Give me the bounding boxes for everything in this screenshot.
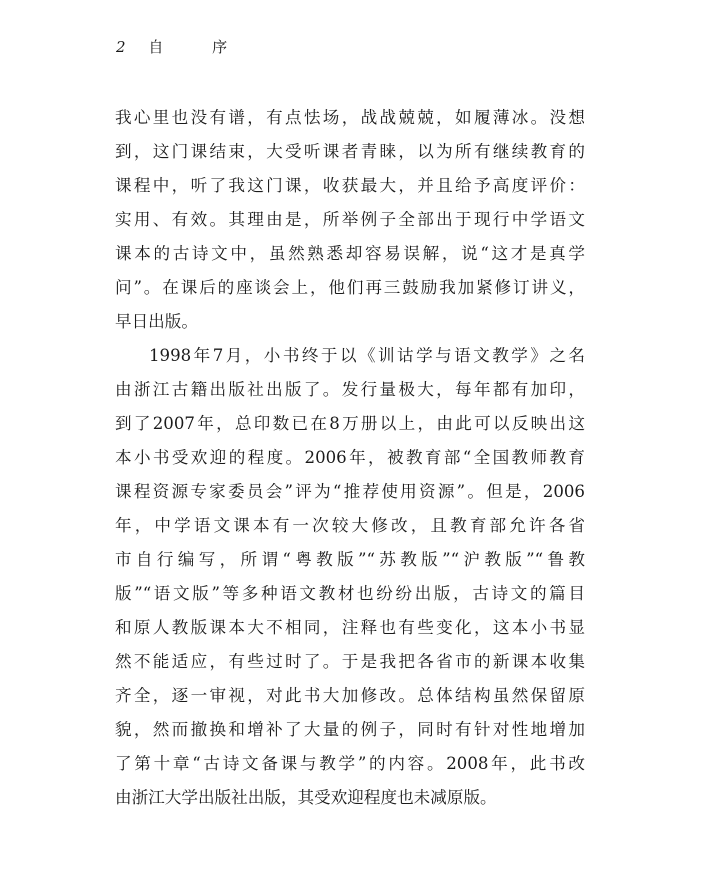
body-text [115,101,585,815]
text-line: 然不能适应，有些过时了。于是我把各省市的新课本收集 [115,652,585,671]
text-line: 本小书受欢迎的程度。2006年，被教育部“全国教师教育 [115,448,585,467]
text-line: 1998年7月，小书终于以《训诂学与语文教学》之名 [149,346,585,365]
text-line: 课程资源专家委员会”评为“推荐使用资源”。但是，2006 [115,482,585,501]
section-title: 自 序 [148,38,250,56]
text-line: 版”“语文版”等多种语文教材也纷纷出版，古诗文的篇目 [115,584,585,603]
text-line: 由浙江大学出版社出版，其受欢迎程度也未减原版。 [115,788,497,807]
text-line: 问”。在课后的座谈会上，他们再三鼓励我加紧修订讲义， [115,278,585,297]
text-line: 到，这门课结束，大受听课者青睐，以为所有继续教育的 [115,142,585,161]
paragraph-1 [115,101,585,339]
text-line: 实用、有效。其理由是，所举例子全部出于现行中学语文 [115,210,585,229]
page-number: 2 [116,38,126,56]
text-line: 课程中，听了我这门课，收获最大，并且给予高度评价： [115,176,585,195]
text-line: 市自行编写，所谓“粤教版”“苏教版”“沪教版”“鲁教 [115,550,585,569]
text-line: 到了2007年，总印数已在8万册以上，由此可以反映出这 [115,414,585,433]
running-header [116,36,249,58]
text-line: 年，中学语文课本有一次较大修改，且教育部允许各省 [115,516,585,535]
paragraph-2 [115,339,585,815]
text-line: 我心里也没有谱，有点怯场，战战兢兢，如履薄冰。没想 [115,108,585,127]
text-line: 早日出版。 [115,312,198,331]
text-line: 齐全，逐一审视，对此书大加修改。总体结构虽然保留原 [115,686,585,705]
text-line: 了第十章“古诗文备课与教学”的内容。2008年，此书改 [115,754,585,773]
text-line: 貌，然而撤换和增补了大量的例子，同时有针对性地增加 [115,720,585,739]
text-line: 由浙江古籍出版社出版了。发行量极大，每年都有加印， [115,380,585,399]
text-line: 和原人教版课本大不相同，注释也有些变化，这本小书显 [115,618,585,637]
text-line: 课本的古诗文中，虽然熟悉却容易误解，说“这才是真学 [115,244,585,263]
